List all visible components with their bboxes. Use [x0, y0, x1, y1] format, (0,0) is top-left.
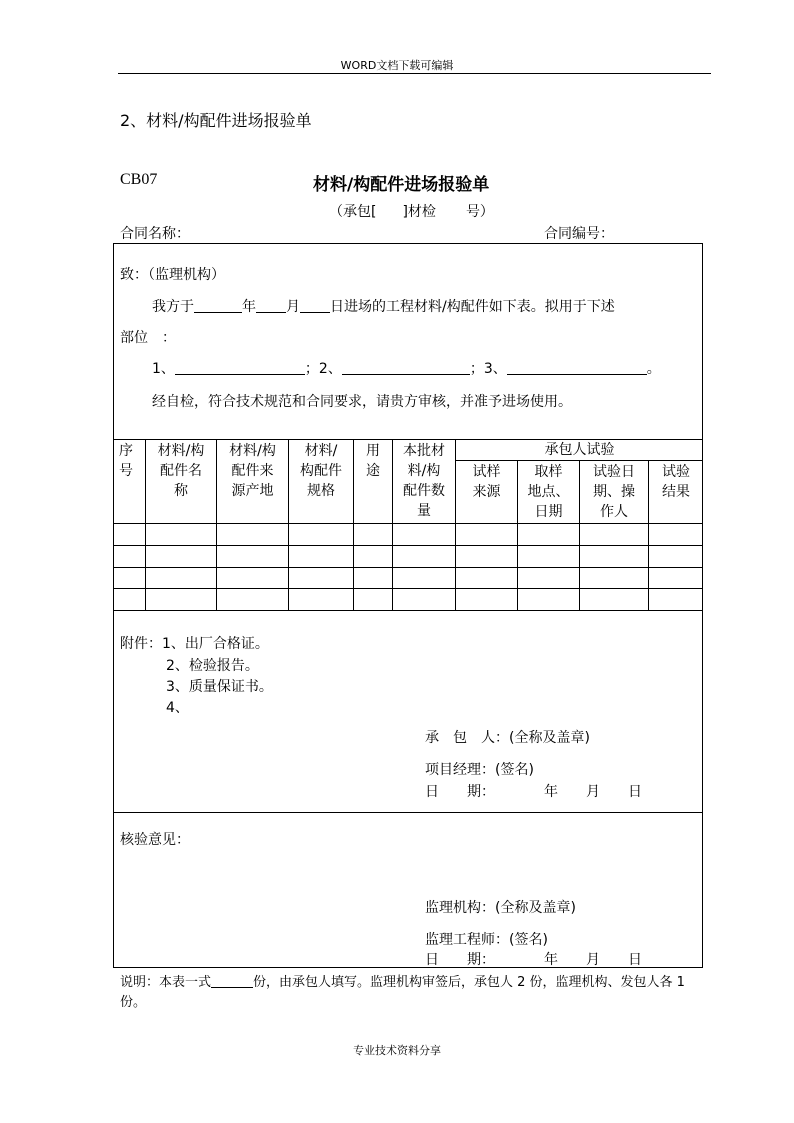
- th-name-l3: 称: [174, 483, 188, 499]
- line1-a: 我方于: [152, 299, 194, 315]
- copies-blank[interactable]: [211, 973, 253, 988]
- line1-c: 月: [286, 299, 300, 315]
- header-rule: [118, 73, 711, 74]
- attachment-2: 2、检验报告。: [166, 658, 259, 674]
- th-ss-l2: 来源: [472, 484, 501, 500]
- letter-line1: [152, 296, 615, 316]
- th-res-l1: 试验: [662, 464, 690, 480]
- day-blank[interactable]: [300, 298, 330, 313]
- row-line-1: [113, 545, 703, 546]
- row-line-3: [113, 588, 703, 589]
- th-qty-l2: 料/构: [407, 463, 441, 479]
- th-sample-place: [518, 462, 579, 522]
- review-date: 日 期： 年 月 日: [425, 952, 642, 968]
- th-origin-l2: 配件来: [231, 463, 274, 479]
- attachment-3: 3、质量保证书。: [166, 679, 273, 695]
- th-origin-l1: 材料/构: [229, 443, 276, 459]
- items-end: 。: [646, 361, 661, 377]
- review-divider: [113, 812, 703, 813]
- note-b: 份，由承包人填写。监理机构审签后，承包人 2 份，监理机构、发包人各 1 份。: [120, 975, 685, 1010]
- agency-sign: 监理机构：(全称及盖章): [425, 900, 576, 916]
- line1-d: 日进场的工程材料/构配件如下表。拟用于下述: [330, 299, 615, 315]
- line1-b: 年: [242, 299, 256, 315]
- engineer-sign: 监理工程师：(签名): [425, 932, 548, 948]
- pm-sign: 项目经理：(签名): [425, 762, 534, 778]
- table-bottom-line: [113, 610, 703, 611]
- attachments-label: 附件：1、出厂合格证。: [120, 636, 269, 652]
- letter-statement: 经自检，符合技术规范和合同要求，请贵方审核，并准予进场使用。: [152, 394, 572, 410]
- item3-label: ；3、: [469, 361, 507, 377]
- th-name-l2: 配件名: [160, 463, 202, 479]
- th-sp-l3: 日期: [534, 504, 563, 520]
- th-name: [146, 441, 216, 501]
- item3-blank[interactable]: [507, 360, 647, 375]
- attachment-4: 4、: [166, 700, 189, 716]
- th-sp-l2: 地点、: [527, 484, 570, 500]
- th-use: [354, 441, 392, 481]
- subtitle-prefix: （承包[: [329, 204, 377, 220]
- form-title: 材料/构配件进场报验单: [313, 175, 490, 195]
- th-use-l2: 途: [366, 463, 380, 479]
- th-qty: [393, 441, 455, 521]
- th-res-l2: 结果: [662, 484, 690, 500]
- contract-no-label: 合同编号：: [544, 226, 614, 242]
- th-qty-l4: 量: [417, 503, 431, 519]
- letter-to: 致：（监理机构）: [120, 267, 225, 283]
- contract-name-label: 合同名称：: [120, 226, 190, 242]
- row-line-2: [113, 567, 703, 568]
- item1-label: 1、: [152, 361, 175, 377]
- section-title: 2、材料/构配件进场报验单: [120, 111, 312, 130]
- th-group: 承包人试验: [544, 442, 615, 458]
- th-spec-l2: 构配件: [300, 463, 342, 479]
- form-subtitle: [329, 201, 494, 221]
- th-no-l1: 序: [119, 443, 133, 459]
- subtitle-suffix: 号）: [465, 204, 494, 220]
- th-spec-l1: 材料/: [304, 443, 338, 459]
- review-label: 核验意见：: [120, 832, 190, 848]
- th-spec: [289, 441, 353, 501]
- th-td-l1: 试验日: [593, 464, 635, 480]
- note-a: 说明：本表一式: [120, 975, 212, 990]
- form-code: CB07: [120, 171, 158, 188]
- letter-items: [152, 358, 661, 378]
- th-result: [649, 462, 703, 502]
- form-note: [120, 973, 712, 1013]
- th-name-l1: 材料/构: [157, 443, 205, 459]
- subtitle-mid: ]材检: [402, 204, 436, 220]
- th-qty-l3: 配件数: [403, 483, 445, 499]
- page-header: WORD文档下载可编辑: [340, 59, 454, 72]
- header-bottom-line: [113, 523, 703, 524]
- contractor-sign: 承 包 人：(全称及盖章): [425, 730, 590, 746]
- th-no-l2: 号: [119, 463, 133, 479]
- th-sample-source: [456, 462, 517, 502]
- month-blank[interactable]: [256, 298, 286, 313]
- year-blank[interactable]: [194, 298, 242, 313]
- th-no: [114, 441, 147, 481]
- form-frame: [113, 243, 703, 968]
- th-ss-l1: 试样: [472, 464, 501, 480]
- th-use-l1: 用: [366, 443, 380, 459]
- th-origin-l3: 源产地: [231, 483, 274, 499]
- th-sp-l1: 取样: [534, 464, 563, 480]
- th-qty-l1: 本批材: [403, 443, 445, 459]
- item1-blank[interactable]: [175, 360, 305, 375]
- th-spec-l3: 规格: [307, 483, 335, 499]
- item2-blank[interactable]: [342, 360, 470, 375]
- page-footer: 专业技术资料分享: [353, 1044, 441, 1057]
- item2-label: ；2、: [304, 361, 342, 377]
- contractor-date: 日 期： 年 月 日: [425, 784, 642, 800]
- th-origin: [217, 441, 288, 501]
- th-test-date: [580, 462, 648, 522]
- letter-line2: 部位 ：: [120, 330, 176, 346]
- th-td-l3: 作人: [600, 504, 628, 520]
- th-td-l2: 期、操: [593, 484, 635, 500]
